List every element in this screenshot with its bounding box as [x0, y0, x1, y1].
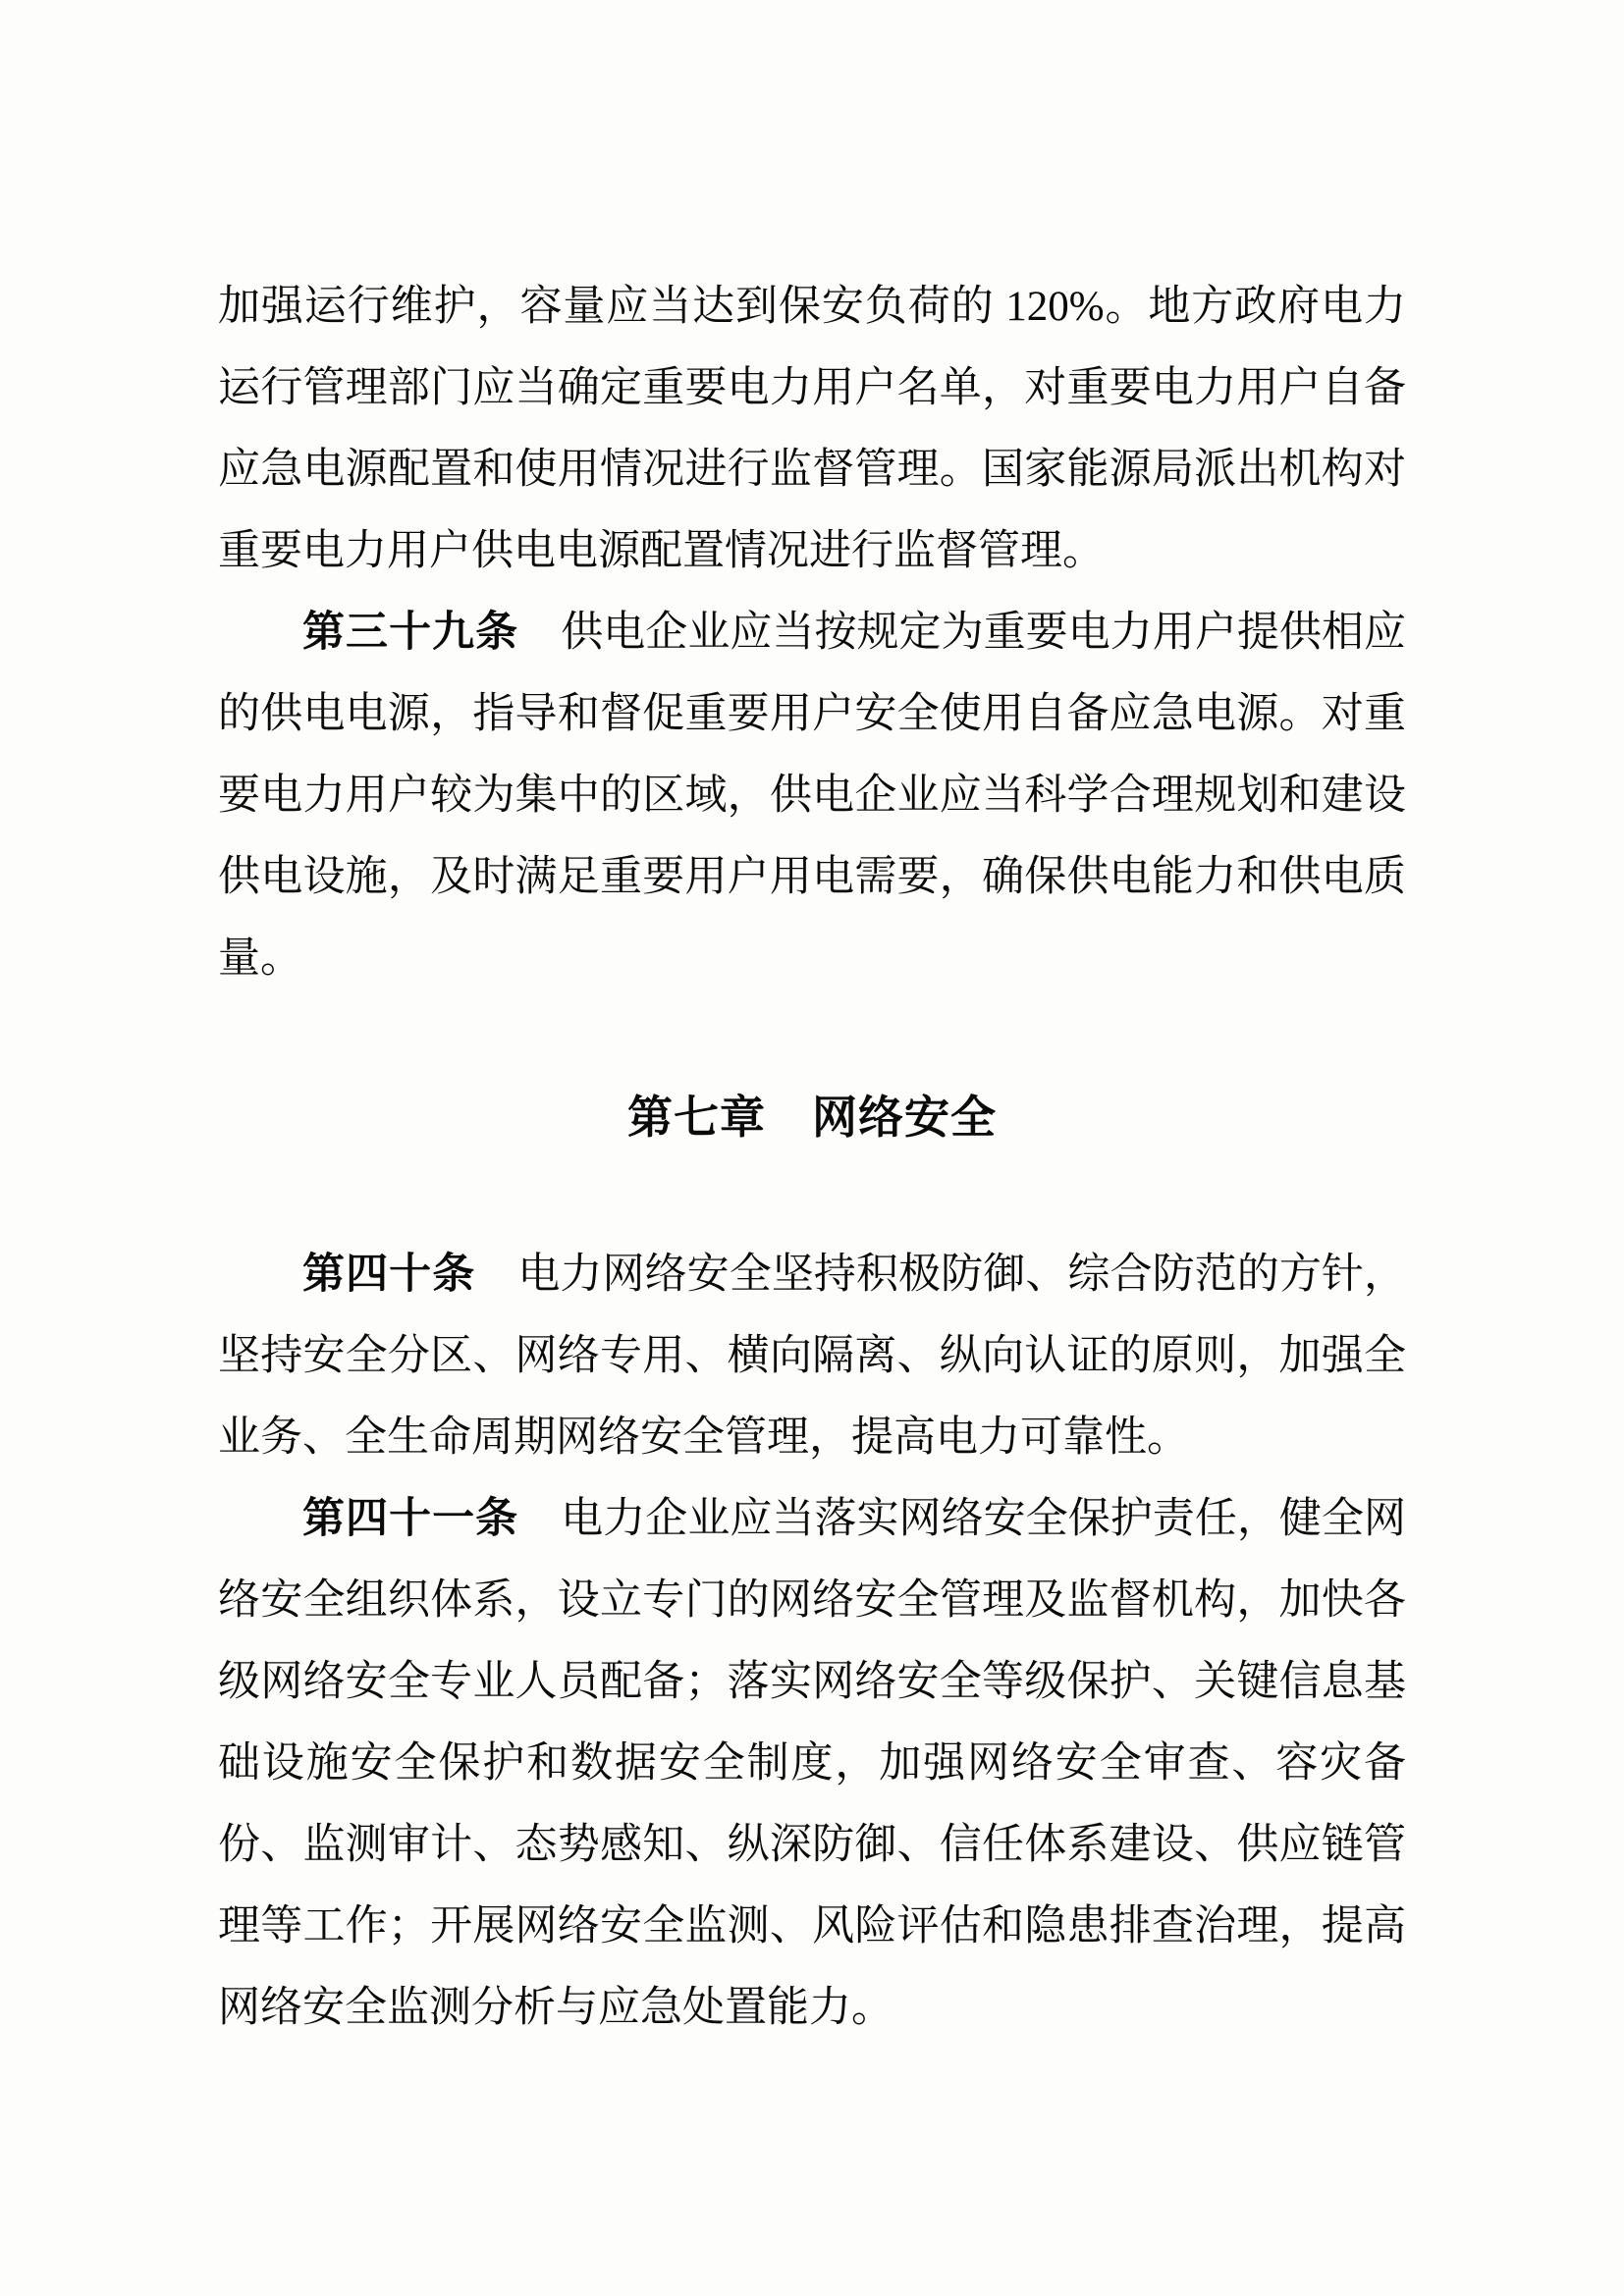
article-40-number: 第四十条	[302, 1251, 476, 1298]
article-41-body: 电力企业应当落实网络安全保护责任，健全网络安全组织体系，设立专门的网络安全管理及监督机构，加快各级网络安全专业人员配备；落实网络安全等级保护、关键信息基础设施安全保护和数据安全制度，加强网络安全审查、容灾备份、监测审计、态势感知、纵深防御、信任体系建设、供应链管理等工作；开展网络安全监测、风险评估和隐患排查治理，提高网络安全监测分析与应急处置能力。	[218, 1496, 1407, 2031]
chapter-7-heading: 第七章 网络安全	[627, 1092, 997, 1143]
article-41-number: 第四十一条	[302, 1495, 519, 1542]
paragraph-continuation: 加强运行维护，容量应当达到保安负荷的 120%。地方政府电力运行管理部门应当确定重要电力用户名单，对重要电力用户自备应急电源配置和使用情况进行监督管理。国家能源局派出机构对重要电力用户供电电源配置情况进行监督管理。	[218, 284, 1406, 574]
paragraph-article-39	[218, 592, 1406, 999]
article-39-number: 第三十九条	[302, 609, 519, 656]
paragraph-article-41	[218, 1478, 1406, 2049]
article-40-body: 电力网络安全坚持积极防御、综合防范的方针，坚持安全分区、网络专用、横向隔离、纵向认证的原则，加强全业务、全生命周期网络安全管理，提高电力可靠性。	[218, 1252, 1407, 1461]
paragraph-article-40	[218, 1234, 1406, 1478]
article-39-body: 供电企业应当按规定为重要电力用户提供相应的供电电源，指导和督促重要用户安全使用自备应急电源。对重要电力用户较为集中的区域，供电企业应当科学合理规划和建设供电设施，及时满足重要用户用电需要，确保供电能力和供电质量。	[218, 610, 1407, 982]
